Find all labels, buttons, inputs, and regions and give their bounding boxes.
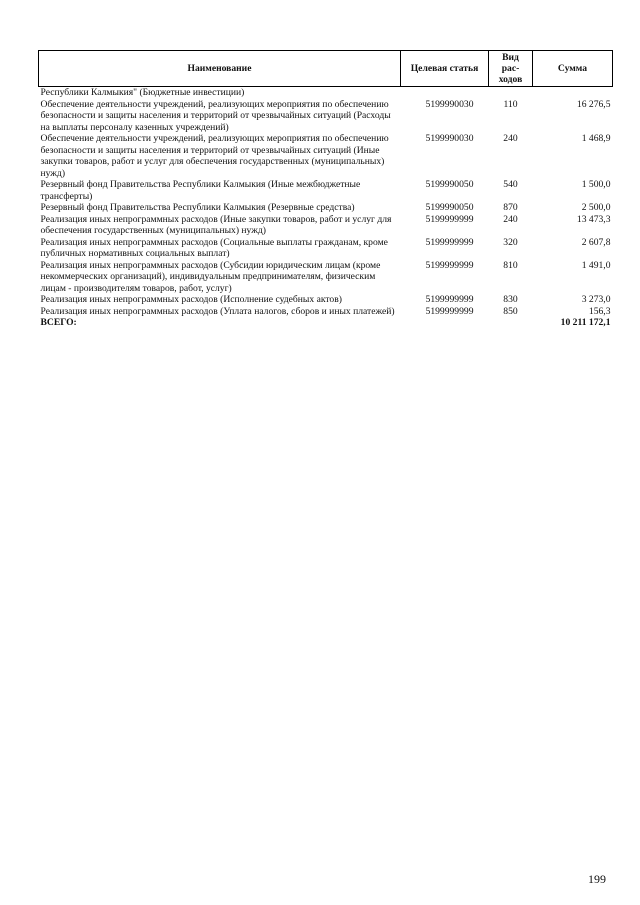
row-code: 5199999999: [425, 213, 474, 225]
header-name: Наименование: [39, 51, 401, 87]
row-type: 110: [503, 98, 518, 110]
table-row: [39, 133, 613, 179]
header-sum: Сумма: [533, 51, 613, 87]
row-type: 810: [503, 259, 518, 271]
total-sum: 10 211 172,1: [560, 317, 611, 328]
total-type-empty: [489, 317, 533, 329]
header-type-line2: рас-: [501, 63, 520, 74]
row-type: 240: [503, 133, 518, 144]
table-row: [39, 87, 613, 99]
table-row: [39, 214, 613, 237]
page-number: 199: [588, 872, 606, 886]
row-code: 5199999999: [425, 305, 474, 317]
row-code: 5199990030: [425, 98, 474, 110]
row-type: 320: [503, 236, 518, 248]
table-row: [39, 294, 613, 306]
row-sum: 1 491,0: [581, 259, 611, 271]
row-sum: 1 468,9: [581, 133, 611, 144]
row-sum: 156,3: [588, 305, 611, 317]
table-row: [39, 179, 613, 202]
row-code: 5199990030: [425, 133, 474, 144]
row-sum: 2 607,8: [581, 236, 611, 248]
row-sum: 16 276,5: [576, 98, 611, 110]
row-sum: [533, 87, 613, 99]
row-type: 830: [503, 294, 518, 305]
table-row: [39, 260, 613, 295]
row-code: 5199999999: [425, 236, 474, 248]
header-code: Целевая статья: [401, 51, 489, 87]
header-type-line3: ходов: [498, 74, 523, 85]
row-type: 540: [503, 179, 518, 190]
header-type-line1: Вид: [502, 52, 519, 63]
row-name: Резервный фонд Правительства Республики Калмыкия (Иные межбюджетные трансферты): [40, 179, 361, 202]
table-body: [39, 87, 613, 329]
header-type: [489, 51, 533, 87]
row-name: Резервный фонд Правительства Республики Калмыкия (Резервные средства): [40, 202, 355, 213]
row-code: [401, 87, 489, 99]
row-code: 5199990050: [425, 179, 474, 190]
row-name: Республики Калмыкия" (Бюджетные инвестиции): [40, 87, 245, 98]
row-name: Реализация иных непрограммных расходов (Исполнение судебных актов): [40, 294, 342, 305]
row-type: 850: [503, 305, 518, 317]
row-code: 5199999999: [425, 294, 474, 305]
total-label: ВСЕГО:: [40, 317, 77, 328]
row-sum: 3 273,0: [581, 294, 611, 305]
row-type: 870: [503, 202, 518, 213]
row-sum: 2 500,0: [581, 202, 611, 213]
row-name: Реализация иных непрограммных расходов (Субсидии юридическим лицам (кроме некоммерческих организаций), индивидуальным предпринимателям, физическим лицам - производителям товаров, работ, услуг): [40, 259, 381, 294]
row-name: Обеспечение деятельности учреждений, реализующих мероприятия по обеспечению безопасности и защиты населения и территорий от чрезвычайных ситуаций (Иные закупки товаров, работ и услуг для обеспечения государственных (муниципальных) нужд): [40, 133, 389, 179]
row-name: Реализация иных непрограммных расходов (Социальные выплаты гражданам, кроме публичных нормативных социальных выплат): [40, 236, 388, 259]
row-code: 5199990050: [425, 202, 474, 213]
row-sum: 1 500,0: [581, 179, 611, 190]
total-row: [39, 317, 613, 329]
row-name: Обеспечение деятельности учреждений, реализующих мероприятия по обеспечению безопасности и защиты населения и территорий от чрезвычайных ситуаций (Расходы на выплаты персоналу казенных учреждений): [40, 98, 391, 133]
row-name: Реализация иных непрограммных расходов (Уплата налогов, сборов и иных платежей): [40, 305, 395, 317]
row-type: 240: [503, 213, 518, 225]
row-type: [489, 87, 533, 99]
table-header-row: [39, 51, 613, 87]
table-row: [39, 202, 613, 214]
row-sum: 13 473,3: [576, 213, 611, 225]
table-row: [39, 306, 613, 318]
row-name: Реализация иных непрограммных расходов (Иные закупки товаров, работ и услуг для обеспечения государственных (муниципальных) нужд): [40, 213, 392, 236]
row-code: 5199999999: [425, 259, 474, 271]
budget-table: [38, 50, 613, 329]
table-row: [39, 237, 613, 260]
total-code-empty: [401, 317, 489, 329]
table-row: [39, 99, 613, 134]
